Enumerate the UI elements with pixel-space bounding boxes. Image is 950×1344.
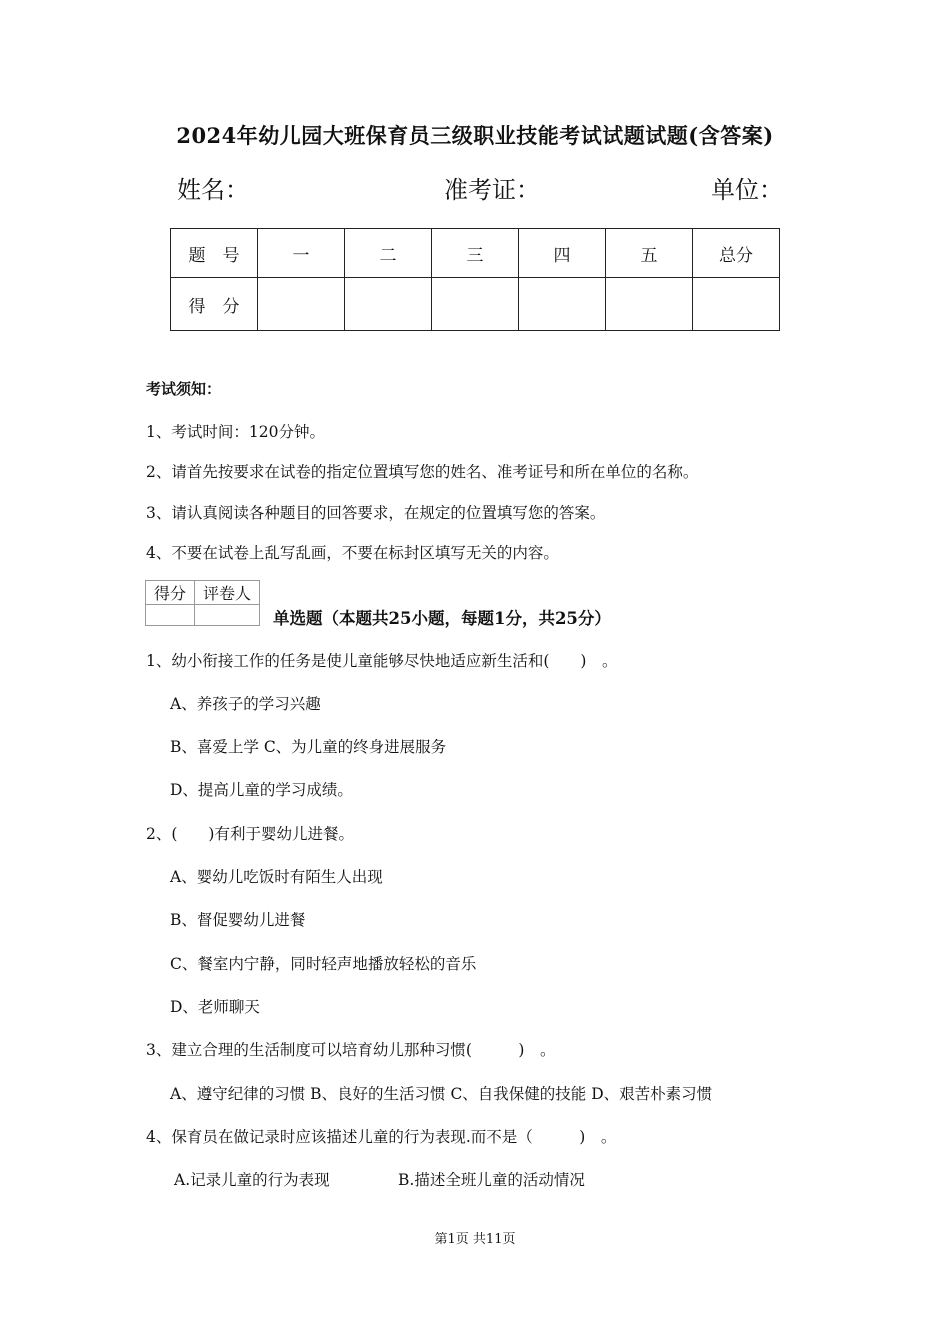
score-header-cell: 一 [258, 229, 345, 278]
score-cell[interactable] [258, 278, 345, 331]
question-option: B、喜爱上学 C、为儿童的终身进展服务 [170, 738, 447, 756]
question-option: A、遵守纪律的习惯 B、良好的生活习惯 C、自我保健的技能 D、艰苦朴素习惯 [170, 1085, 713, 1103]
score-table [170, 228, 780, 331]
question-option: A、婴幼儿吃饭时有陌生人出现 [170, 868, 383, 886]
question-option: B.描述全班儿童的活动情况 [398, 1171, 585, 1189]
score-header-cell: 二 [345, 229, 432, 278]
exam-id-label: 准考证： [444, 176, 540, 204]
grader-score-label: 得分 [146, 581, 195, 605]
score-header-cell: 四 [519, 229, 606, 278]
score-cell[interactable] [519, 278, 606, 331]
score-cell[interactable] [432, 278, 519, 331]
name-label: 姓名： [177, 176, 249, 204]
question-stem: 2、( )有利于婴幼儿进餐。 [146, 825, 354, 843]
grader-name-label: 评卷人 [195, 581, 260, 605]
score-cell[interactable] [693, 278, 780, 331]
grader-box [145, 580, 260, 626]
score-header-cell: 三 [432, 229, 519, 278]
question-option: C、餐室内宁静，同时轻声地播放轻松的音乐 [170, 955, 477, 973]
grader-name-cell[interactable] [195, 605, 260, 626]
question-stem: 4、保育员在做记录时应该描述儿童的行为表现.而不是（ ) 。 [146, 1128, 617, 1146]
section-title: 单选题（本题共25小题，每题1分，共25分） [273, 609, 611, 628]
notice-item: 1、考试时间：120分钟。 [146, 423, 325, 441]
score-cell[interactable] [606, 278, 693, 331]
score-table-header-row [171, 229, 780, 278]
notice-item: 3、请认真阅读各种题目的回答要求，在规定的位置填写您的答案。 [146, 504, 606, 522]
question-option: A.记录儿童的行为表现 [174, 1171, 330, 1189]
page-title: 2024年幼儿园大班保育员三级职业技能考试试题试题(含答案) [176, 123, 774, 148]
page-number: 第1页 共11页 [434, 1232, 516, 1247]
unit-label: 单位： [711, 176, 783, 204]
score-row-label: 得 分 [171, 278, 258, 331]
notice-heading: 考试须知： [146, 380, 222, 398]
grader-score-cell[interactable] [146, 605, 195, 626]
score-header-cell: 总分 [693, 229, 780, 278]
notice-item: 4、不要在试卷上乱写乱画，不要在标封区填写无关的内容。 [146, 544, 559, 562]
question-option: A、养孩子的学习兴趣 [170, 695, 321, 713]
notice-item: 2、请首先按要求在试卷的指定位置填写您的姓名、准考证号和所在单位的名称。 [146, 463, 699, 481]
question-option: D、老师聊天 [170, 998, 260, 1016]
question-option: B、督促婴幼儿进餐 [170, 911, 306, 929]
score-header-cell: 题 号 [171, 229, 258, 278]
score-header-cell: 五 [606, 229, 693, 278]
question-stem: 3、建立合理的生活制度可以培育幼儿那种习惯( ) 。 [146, 1041, 556, 1059]
question-stem: 1、幼小衔接工作的任务是使儿童能够尽快地适应新生活和( ) 。 [146, 652, 618, 670]
score-cell[interactable] [345, 278, 432, 331]
score-table-score-row [171, 278, 780, 331]
question-option: D、提高儿童的学习成绩。 [170, 781, 353, 799]
